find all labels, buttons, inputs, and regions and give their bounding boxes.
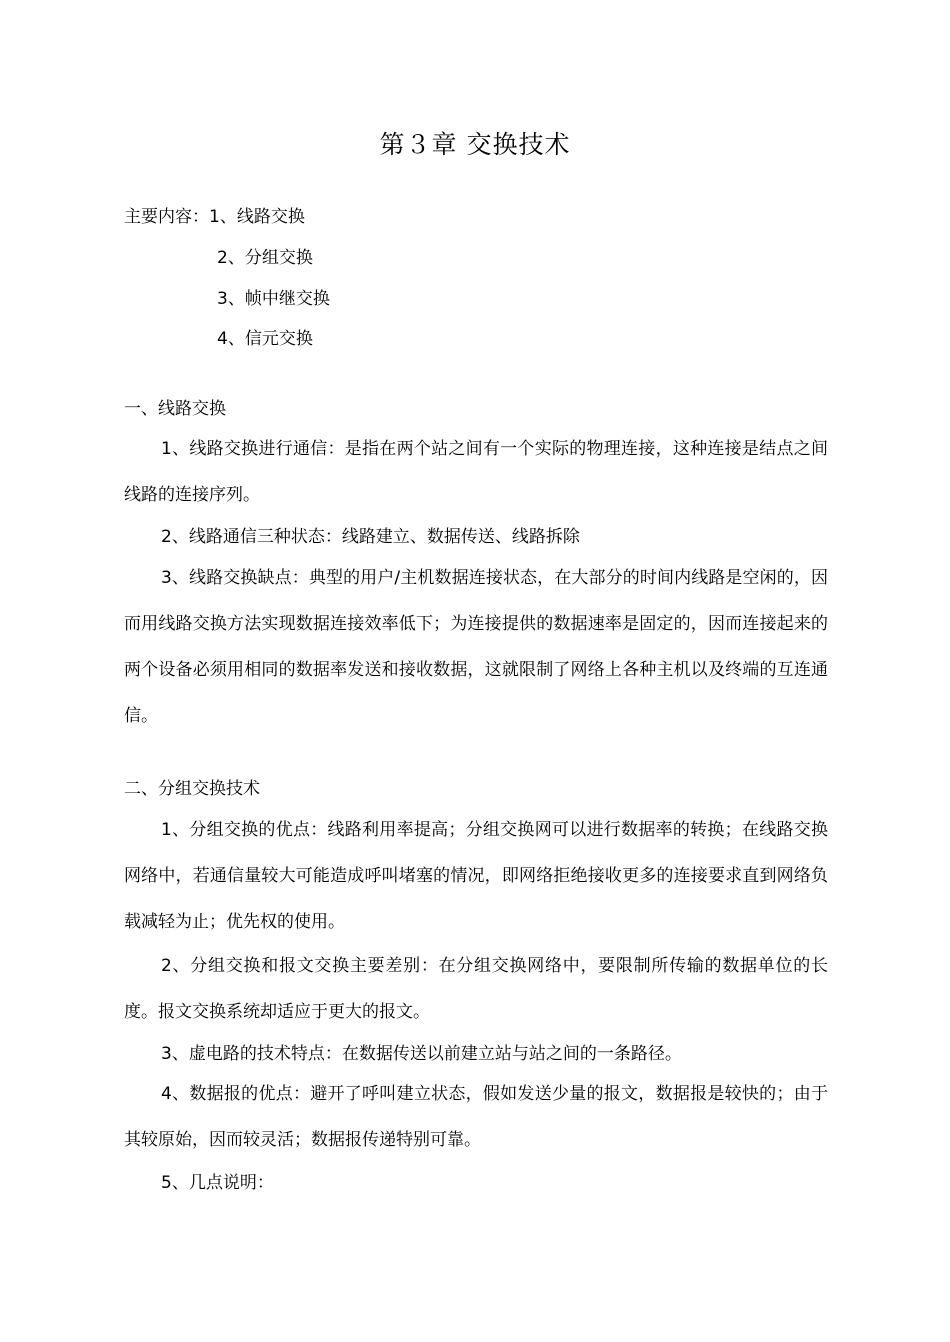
section-1-paragraph-1: 1、线路交换进行通信：是指在两个站之间有一个实际的物理连接，这种连接是结点之间线路的连接序列。 (124, 439, 828, 505)
contents-item-1: 1、线路交换 (209, 207, 305, 227)
contents-item-2: 2、分组交换 (217, 248, 313, 268)
section-1-paragraph-3: 3、线路交换缺点：典型的用户/主机数据连接状态，在大部分的时间内线路是空闲的，因而用线路交换方法实现数据连接效率低下；为连接提供的数据速率是固定的，因而连接起来的两个设备必须用相同的数据率发送和接收数据，这就限制了网络上各种主机以及终端的互连通信。 (124, 568, 828, 726)
section-2-heading: 二、分组交换技术 (124, 779, 260, 799)
section-2-paragraph-2: 2、分组交换和报文交换主要差别：在分组交换网络中，要限制所传输的数据单位的长度。报文交换系统却适应于更大的报文。 (124, 956, 828, 1022)
section-2-paragraph-3: 3、虚电路的技术特点：在数据传送以前建立站与站之间的一条路径。 (161, 1044, 682, 1064)
section-2-paragraph-5: 5、几点说明： (161, 1173, 274, 1193)
chapter-title: 第３章 交换技术 (379, 130, 571, 159)
contents-row-1 (124, 206, 305, 228)
contents-item-3: 3、帧中继交换 (217, 289, 330, 309)
contents-item-4: 4、信元交换 (217, 329, 313, 349)
contents-label: 主要内容： (124, 207, 209, 227)
section-2-paragraph-4: 4、数据报的优点：避开了呼叫建立状态，假如发送少量的报文，数据报是较快的；由于其较原始，因而较灵活；数据报传递特别可靠。 (124, 1084, 828, 1150)
section-2-paragraph-1: 1、分组交换的优点：线路利用率提高；分组交换网可以进行数据率的转换；在线路交换网络中，若通信量较大可能造成呼叫堵塞的情况，即网络拒绝接收更多的连接要求直到网络负载减轻为止；优先权的使用。 (124, 820, 828, 932)
section-1-paragraph-2: 2、线路通信三种状态：线路建立、数据传送、线路拆除 (161, 527, 580, 547)
section-1-heading: 一、线路交换 (124, 399, 226, 419)
